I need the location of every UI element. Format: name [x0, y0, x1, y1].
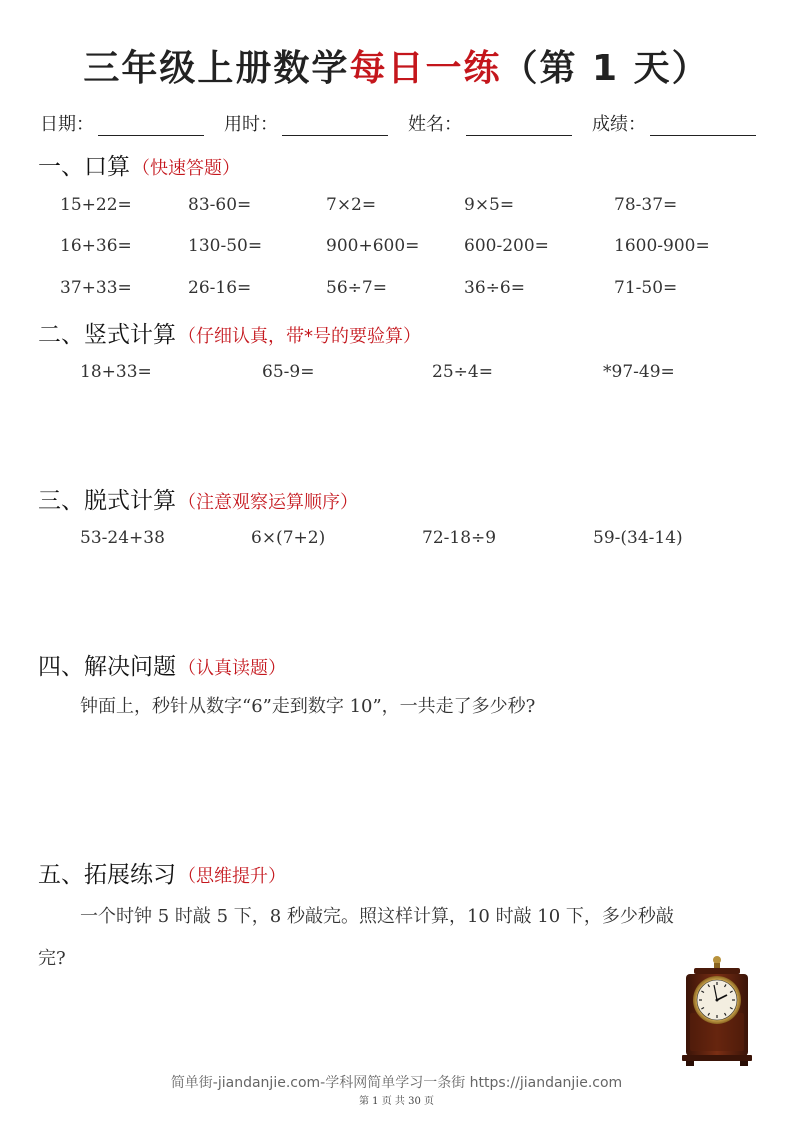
section-1-hint: （快速答题）: [132, 158, 240, 179]
section-2-title: 二、竖式计算: [38, 322, 176, 348]
vertical-problem: 25÷4=: [432, 362, 493, 382]
section-5-heading: [38, 856, 286, 889]
oral-problem: 15+22=: [60, 195, 132, 215]
oral-problem: 7×2=: [326, 195, 377, 215]
score-blank: [650, 117, 756, 136]
section-2-heading: [38, 316, 421, 349]
oral-problem: 130-50=: [188, 236, 263, 256]
info-row: [40, 110, 756, 136]
section-3-title: 三、脱式计算: [38, 488, 176, 514]
oral-problem: 83-60=: [188, 195, 252, 215]
oral-problem: 36÷6=: [464, 278, 525, 298]
footer-source: 简单街-jiandanjie.com-学科网简单学习一条街 https://jiandanjie.com: [170, 1075, 623, 1091]
oral-problem: 9×5=: [464, 195, 515, 215]
oral-problem: 78-37=: [614, 195, 678, 215]
score-label: 成绩：: [592, 114, 646, 135]
time-blank: [282, 117, 388, 136]
vertical-problem: 18+33=: [80, 362, 152, 382]
title-highlight: 每日一练: [349, 48, 502, 89]
section-4-heading: [38, 648, 286, 681]
oral-problem: 900+600=: [326, 236, 420, 256]
oral-problem: 26-16=: [188, 278, 252, 298]
section-2-hint: （仔细认真，带*号的要验算）: [178, 326, 421, 347]
page-title: [0, 40, 793, 91]
section-4-hint: （认真读题）: [178, 658, 286, 679]
section-1-title: 一、口算: [38, 154, 130, 180]
oral-problem: 600-200=: [464, 236, 549, 256]
title-main: 三年级上册数学: [83, 48, 350, 89]
stepwise-problem: 72-18÷9: [422, 528, 497, 548]
extension-problem-text: 一个时钟 5 时敲 5 下，8 秒敲完。照这样计算，10 时敲 10 下，多少秒敲: [80, 906, 674, 927]
name-field: [408, 110, 572, 136]
vertical-problem: *97-49=: [603, 362, 675, 382]
name-label: 姓名：: [408, 114, 462, 135]
section-3-heading: [38, 482, 358, 515]
section-3-hint: （注意观察运算顺序）: [178, 492, 358, 513]
title-suffix: （第 1 天）: [501, 48, 710, 89]
word-problem-text: 钟面上，秒针从数字“6”走到数字 10”，一共走了多少秒?: [80, 696, 536, 717]
stepwise-problem: 6×(7+2): [251, 528, 326, 548]
vertical-problem: 65-9=: [262, 362, 315, 382]
date-field: [40, 110, 204, 136]
stepwise-problem: 53-24+38: [80, 528, 165, 548]
section-4-title: 四、解决问题: [38, 654, 176, 680]
oral-problem: 37+33=: [60, 278, 132, 298]
name-blank: [466, 117, 572, 136]
stepwise-problem: 59-(34-14): [593, 528, 683, 548]
time-label: 用时：: [224, 114, 278, 135]
score-field: [592, 110, 756, 136]
page-number: 第 1 页 共 30 页: [359, 1096, 434, 1107]
date-label: 日期：: [40, 114, 94, 135]
oral-problem: 71-50=: [614, 278, 678, 298]
oral-problem: 16+36=: [60, 236, 132, 256]
section-5-title: 五、拓展练习: [38, 862, 176, 888]
oral-problem: 1600-900=: [614, 236, 710, 256]
time-field: [224, 110, 388, 136]
date-blank: [98, 117, 204, 136]
section-1-heading: [38, 148, 240, 181]
oral-problem: 56÷7=: [326, 278, 387, 298]
extension-problem-text-cont: 完?: [38, 948, 66, 969]
mantel-clock-icon: [678, 955, 756, 1067]
section-5-hint: （思维提升）: [178, 866, 286, 887]
